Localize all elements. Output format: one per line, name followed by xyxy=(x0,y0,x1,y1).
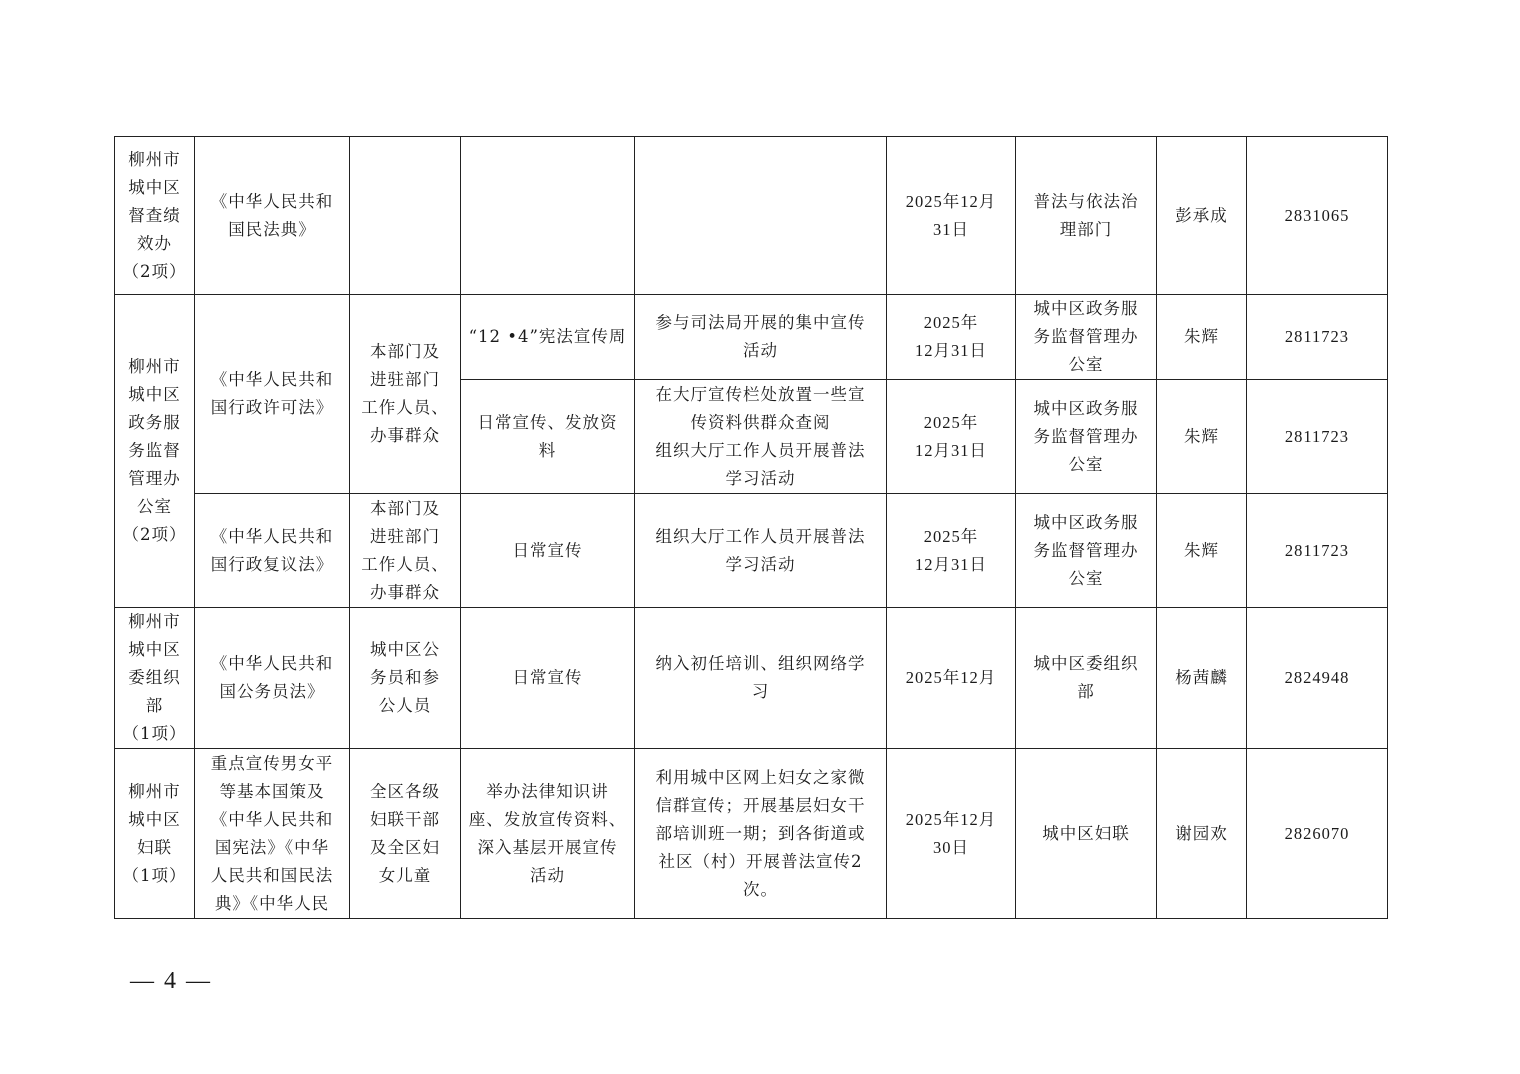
target-cell xyxy=(350,137,461,295)
dept-cell: 城中区政务服 务监督管理办 公室 xyxy=(1016,494,1157,608)
target-cell: 城中区公 务员和参 公人员 xyxy=(350,608,461,749)
law-cell: 《中华人民共和 国公务员法》 xyxy=(195,608,350,749)
contact-cell: 彭承成 xyxy=(1157,137,1247,295)
deadline-cell: 2025年12月 xyxy=(887,608,1016,749)
law-cell: 《中华人民共和 国行政许可法》 xyxy=(195,295,350,494)
phone-cell: 2811723 xyxy=(1247,295,1388,380)
method-cell xyxy=(635,137,887,295)
contact-cell: 谢园欢 xyxy=(1157,749,1247,919)
unit-cell: 柳州市 城中区 政务服 务监督 管理办 公室 （2项） xyxy=(115,295,195,608)
phone-cell: 2811723 xyxy=(1247,494,1388,608)
law-publicity-table xyxy=(114,136,1388,919)
phone-cell: 2831065 xyxy=(1247,137,1388,295)
phone-cell: 2811723 xyxy=(1247,380,1388,494)
law-cell: 《中华人民共和 国民法典》 xyxy=(195,137,350,295)
target-cell: 本部门及 进驻部门 工作人员、 办事群众 xyxy=(350,295,461,494)
activity-cell: 举办法律知识讲 座、发放宣传资料、 深入基层开展宣传 活动 xyxy=(461,749,635,919)
activity-cell xyxy=(461,137,635,295)
deadline-cell: 2025年 12月31日 xyxy=(887,380,1016,494)
contact-cell: 朱辉 xyxy=(1157,380,1247,494)
target-cell: 全区各级 妇联干部 及全区妇 女儿童 xyxy=(350,749,461,919)
dept-cell: 城中区政务服 务监督管理办 公室 xyxy=(1016,295,1157,380)
unit-cell: 柳州市 城中区 妇联 （1项） xyxy=(115,749,195,919)
table-row xyxy=(115,608,1388,749)
method-cell: 在大厅宣传栏处放置一些宣 传资料供群众查阅 组织大厅工作人员开展普法 学习活动 xyxy=(635,380,887,494)
phone-cell: 2824948 xyxy=(1247,608,1388,749)
unit-cell: 柳州市 城中区 委组织 部 （1项） xyxy=(115,608,195,749)
deadline-cell: 2025年 12月31日 xyxy=(887,295,1016,380)
table-row xyxy=(115,295,1388,380)
contact-cell: 杨茜麟 xyxy=(1157,608,1247,749)
method-cell: 利用城中区网上妇女之家微 信群宣传；开展基层妇女干 部培训班一期；到各街道或 社区（村）开展普法宣传2 次。 xyxy=(635,749,887,919)
dept-cell: 城中区政务服 务监督管理办 公室 xyxy=(1016,380,1157,494)
table-row xyxy=(115,137,1388,295)
unit-cell: 柳州市 城中区 督查绩 效办 （2项） xyxy=(115,137,195,295)
law-cell: 重点宣传男女平 等基本国策及 《中华人民共和 国宪法》《中华 人民共和国民法 典》《中华人民 xyxy=(195,749,350,919)
law-cell: 《中华人民共和 国行政复议法》 xyxy=(195,494,350,608)
page-number: — 4 — xyxy=(130,968,212,994)
method-cell: 纳入初任培训、组织网络学 习 xyxy=(635,608,887,749)
contact-cell: 朱辉 xyxy=(1157,494,1247,608)
activity-cell: 日常宣传 xyxy=(461,608,635,749)
table-row xyxy=(115,749,1388,919)
method-cell: 参与司法局开展的集中宣传 活动 xyxy=(635,295,887,380)
activity-cell: 日常宣传 xyxy=(461,494,635,608)
deadline-cell: 2025年 12月31日 xyxy=(887,494,1016,608)
dept-cell: 城中区委组织 部 xyxy=(1016,608,1157,749)
dept-cell: 城中区妇联 xyxy=(1016,749,1157,919)
activity-cell: “12 •4”宪法宣传周 xyxy=(461,295,635,380)
phone-cell: 2826070 xyxy=(1247,749,1388,919)
deadline-cell: 2025年12月 30日 xyxy=(887,749,1016,919)
method-cell: 组织大厅工作人员开展普法 学习活动 xyxy=(635,494,887,608)
target-cell: 本部门及 进驻部门 工作人员、 办事群众 xyxy=(350,494,461,608)
activity-cell: 日常宣传、发放资 料 xyxy=(461,380,635,494)
table-row xyxy=(115,494,1388,608)
deadline-cell: 2025年12月 31日 xyxy=(887,137,1016,295)
dept-cell: 普法与依法治 理部门 xyxy=(1016,137,1157,295)
contact-cell: 朱辉 xyxy=(1157,295,1247,380)
